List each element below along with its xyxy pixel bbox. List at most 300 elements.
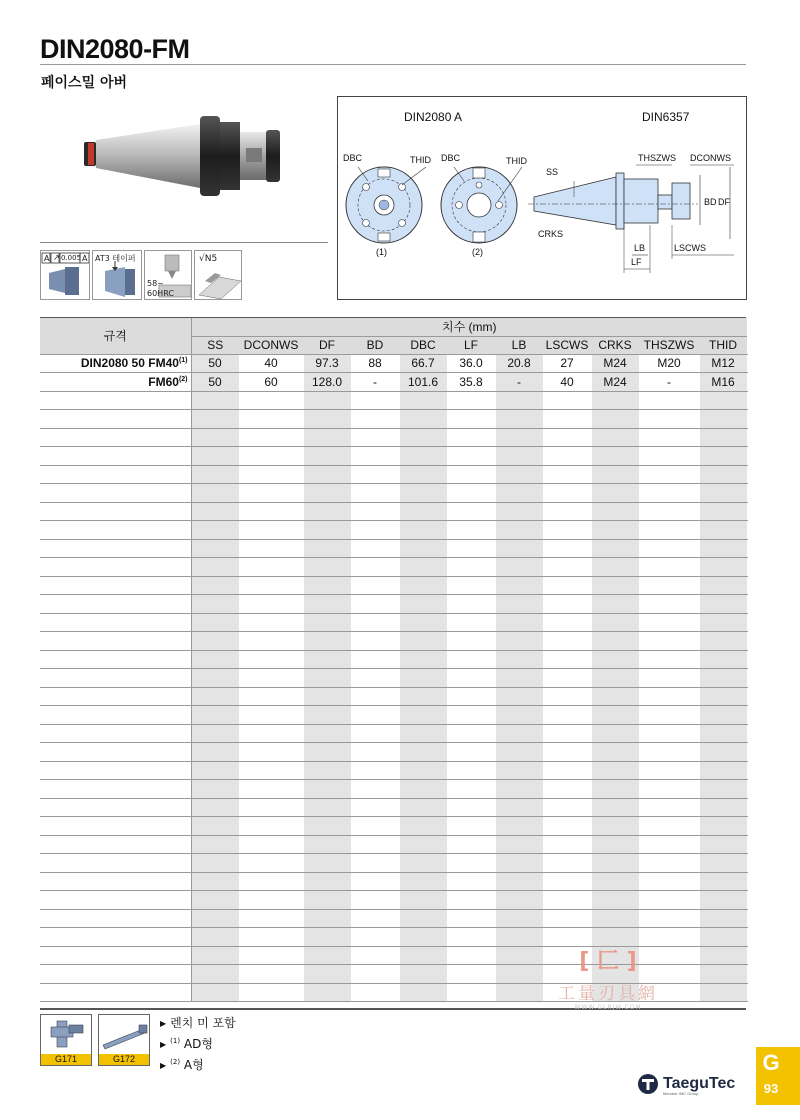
cell-lscws: 27 [543,354,591,373]
cell-lb [495,410,543,429]
cell-lb [495,706,543,725]
cell-lscws [543,761,591,780]
brand-logo [637,1069,735,1099]
cell-lf [447,761,495,780]
surface-finish-icon [194,250,242,300]
cell-ss [191,872,239,891]
cell-bd [351,650,399,669]
cell-dbc [399,780,447,799]
cell-lf [447,669,495,688]
row-model-empty [40,909,191,928]
cell-lscws [543,891,591,910]
cell-dbc: 101.6 [399,373,447,392]
cell-thid [699,817,747,836]
row-model-empty [40,724,191,743]
cell-lf [447,891,495,910]
row-model-empty [40,391,191,410]
cell-lf [447,780,495,799]
column-header: BD [351,336,399,354]
cell-dbc [399,687,447,706]
row-model-empty [40,872,191,891]
cell-bd [351,909,399,928]
cell-thszws [639,761,699,780]
cell-lf [447,724,495,743]
cell-df [303,465,351,484]
cell-dbc [399,613,447,632]
cell-lf [447,706,495,725]
watermark-text: 工量刃具網 [558,984,658,1004]
cell-thid [699,854,747,873]
column-header: DF [303,336,351,354]
cell-ss [191,595,239,614]
cell-crks [591,706,639,725]
row-model-empty [40,928,191,947]
cell-thszws: - [639,373,699,392]
cell-dconws [239,595,303,614]
column-header: CRKS [591,336,639,354]
page-number: 93 [763,1081,779,1096]
cell-lscws [543,465,591,484]
accessory-g172[interactable] [98,1014,150,1066]
cell-thid [699,706,747,725]
table-row [40,391,747,410]
cell-bd [351,743,399,762]
accessory-code: G171 [41,1054,91,1065]
cell-dconws [239,817,303,836]
cell-dbc [399,632,447,651]
row-model-empty [40,946,191,965]
cell-dbc [399,539,447,558]
cell-df [303,724,351,743]
cell-bd [351,946,399,965]
watermark-logo-icon: [ 匚 ] [579,949,637,974]
cell-lf [447,502,495,521]
cell-thid: M16 [699,373,747,392]
cell-lb [495,891,543,910]
cell-thszws [639,909,699,928]
cell-thszws [639,687,699,706]
table-row [40,817,747,836]
table-row [40,354,747,373]
cell-lb [495,576,543,595]
cell-df [303,891,351,910]
cell-lb [495,595,543,614]
cell-lb [495,539,543,558]
column-header: SS [191,336,239,354]
row-model-empty [40,854,191,873]
cell-lb [495,761,543,780]
cell-crks [591,854,639,873]
cell-thid [699,891,747,910]
cell-ss [191,706,239,725]
cell-thid [699,798,747,817]
watermark-url: WWW.GLRJW.COM [574,1004,642,1011]
cell-lb [495,743,543,762]
view2-dbc-label: DBC [441,153,461,163]
spec-header: 규격 [40,318,191,354]
cell-df [303,502,351,521]
cell-crks [591,909,639,928]
cell-thszws [639,558,699,577]
cell-df [303,965,351,984]
row-model-empty [40,410,191,429]
cell-crks [591,558,639,577]
cell-ss [191,854,239,873]
table-row [40,761,747,780]
cell-thid [699,428,747,447]
side-crks-label: CRKS [538,229,564,239]
cell-lb [495,724,543,743]
photo-divider [40,242,328,243]
cell-thid [699,909,747,928]
cell-crks [591,613,639,632]
cell-thid [699,502,747,521]
cell-thszws [639,669,699,688]
cell-dconws [239,872,303,891]
cell-crks [591,428,639,447]
cell-thszws [639,650,699,669]
cell-thid [699,946,747,965]
brand-subtitle: Member IMC Group [663,1091,699,1096]
cell-df: 97.3 [303,354,351,373]
table-row [40,650,747,669]
row-model-empty [40,447,191,466]
cell-thszws [639,780,699,799]
table-row [40,410,747,429]
cell-df [303,576,351,595]
cell-bd [351,521,399,540]
cell-lb [495,687,543,706]
cell-lf [447,650,495,669]
cell-lscws [543,817,591,836]
cell-lscws [543,872,591,891]
cell-lf [447,983,495,1002]
cell-lb [495,872,543,891]
cell-ss [191,817,239,836]
row-model-empty [40,983,191,1002]
watermark [538,944,678,1011]
cell-ss [191,447,239,466]
cell-lb [495,465,543,484]
cell-df [303,391,351,410]
cell-dconws: 60 [239,373,303,392]
cell-crks [591,798,639,817]
table-row [40,465,747,484]
cell-ss [191,576,239,595]
table-row [40,428,747,447]
cell-thid [699,558,747,577]
cell-lf [447,410,495,429]
cell-dbc [399,798,447,817]
cell-bd [351,983,399,1002]
cell-thid [699,539,747,558]
cell-dconws [239,539,303,558]
cell-thszws [639,465,699,484]
side-thszws-label: THSZWS [638,153,676,163]
column-header: THID [699,336,747,354]
cell-lf [447,817,495,836]
table-row [40,872,747,891]
cell-thszws [639,872,699,891]
cell-lscws [543,502,591,521]
cell-thid: M12 [699,354,747,373]
cell-thid [699,447,747,466]
dimension-header: 치수 (mm) [191,318,747,336]
cell-bd [351,835,399,854]
cell-lscws [543,595,591,614]
cell-thszws [639,595,699,614]
cell-crks [591,780,639,799]
cell-lscws [543,669,591,688]
cell-thid [699,576,747,595]
cell-bd: - [351,373,399,392]
row-model-empty [40,650,191,669]
cell-dconws [239,835,303,854]
row-model-empty [40,780,191,799]
cell-thszws [639,521,699,540]
cell-thid [699,761,747,780]
cell-ss [191,410,239,429]
side-bd-label: BD [704,197,717,207]
hardness-line2: 60HRC [147,289,174,298]
cell-dconws [239,946,303,965]
cell-dconws [239,983,303,1002]
view2-caption: (2) [472,247,483,257]
side-lb-label: LB [634,243,646,253]
cell-dconws [239,928,303,947]
table-row [40,854,747,873]
cell-bd [351,891,399,910]
cell-df [303,650,351,669]
cell-lscws [543,687,591,706]
cell-dconws [239,410,303,429]
cell-dconws [239,669,303,688]
cell-dconws [239,743,303,762]
cell-crks [591,410,639,429]
cell-dconws [239,798,303,817]
cell-lscws [543,558,591,577]
cell-crks [591,687,639,706]
cell-lb [495,521,543,540]
cell-crks [591,465,639,484]
cell-lscws [543,909,591,928]
cell-thid [699,632,747,651]
cell-crks [591,724,639,743]
view1-thid-label: THID [410,155,431,165]
cell-dconws [239,391,303,410]
table-row [40,706,747,725]
cell-bd [351,928,399,947]
cell-lb [495,983,543,1002]
cell-dbc [399,410,447,429]
cell-thszws [639,484,699,503]
cell-ss [191,780,239,799]
cell-dconws [239,484,303,503]
cell-lf [447,687,495,706]
row-model [40,373,191,392]
cell-crks [591,761,639,780]
cell-ss [191,743,239,762]
cell-thid [699,835,747,854]
cell-lscws [543,835,591,854]
table-row [40,724,747,743]
cell-dbc [399,817,447,836]
view2-thid-label: THID [506,156,527,166]
accessory-g171[interactable] [40,1014,92,1066]
row-model-empty [40,798,191,817]
cell-ss [191,428,239,447]
cell-dbc [399,576,447,595]
cell-lscws [543,410,591,429]
product-photo [80,102,300,212]
cell-dbc [399,724,447,743]
cell-dconws [239,613,303,632]
cell-ss [191,502,239,521]
runout-symbol-icon: ↗ [53,253,60,262]
cell-bd [351,502,399,521]
row-model-empty [40,613,191,632]
cell-thszws [639,502,699,521]
cell-lscws [543,521,591,540]
table-row [40,909,747,928]
cell-crks [591,743,639,762]
cell-df [303,632,351,651]
cell-df [303,447,351,466]
cell-lf [447,428,495,447]
row-model-empty [40,965,191,984]
cell-lf [447,909,495,928]
cell-lb [495,965,543,984]
table-row [40,613,747,632]
model-note-ref: (2) [178,375,188,383]
cell-df [303,946,351,965]
cell-crks [591,872,639,891]
finish-label: √N5 [199,254,218,264]
cell-bd [351,576,399,595]
cell-bd [351,632,399,651]
cell-thszws [639,428,699,447]
section-letter: G [762,1050,780,1075]
cell-lscws [543,576,591,595]
cell-bd: 88 [351,354,399,373]
cell-dconws [239,891,303,910]
cell-ss [191,632,239,651]
cell-df [303,539,351,558]
cell-df [303,798,351,817]
table-row [40,595,747,614]
runout-value: 0.005 [61,254,82,262]
cell-ss [191,946,239,965]
cell-df [303,484,351,503]
cell-df [303,687,351,706]
hardness-icon [144,250,192,300]
cell-lb [495,502,543,521]
cell-df [303,983,351,1002]
cell-thid [699,669,747,688]
cell-thid [699,391,747,410]
cell-dbc [399,558,447,577]
cell-ss [191,669,239,688]
cell-lb [495,854,543,873]
cell-dbc [399,650,447,669]
page-title: DIN2080-FM [40,34,190,64]
cell-dbc [399,761,447,780]
cell-dconws [239,761,303,780]
cell-ss [191,928,239,947]
cell-crks [591,835,639,854]
cell-dbc [399,521,447,540]
cell-dbc [399,983,447,1002]
table-row [40,539,747,558]
cell-ss [191,983,239,1002]
table-row [40,669,747,688]
cell-thid [699,465,747,484]
table-row [40,891,747,910]
cell-lf [447,558,495,577]
cell-lf [447,743,495,762]
cell-thid [699,521,747,540]
cell-df [303,817,351,836]
cell-ss [191,965,239,984]
cell-bd [351,391,399,410]
column-header: LSCWS [543,336,591,354]
cell-crks [591,595,639,614]
cell-bd [351,854,399,873]
cell-df [303,595,351,614]
cell-bd [351,465,399,484]
cell-dbc [399,706,447,725]
cell-df [303,521,351,540]
cell-dbc [399,502,447,521]
cell-lscws [543,632,591,651]
cell-dbc [399,909,447,928]
cell-lb [495,835,543,854]
cell-bd [351,872,399,891]
cell-lscws [543,798,591,817]
cell-bd [351,761,399,780]
cell-dconws [239,687,303,706]
cell-dconws [239,632,303,651]
cell-df [303,410,351,429]
cell-lf [447,576,495,595]
cell-thszws [639,724,699,743]
cell-lscws [543,428,591,447]
row-model-empty [40,706,191,725]
cell-dconws [239,650,303,669]
cell-crks [591,817,639,836]
cell-thszws [639,391,699,410]
cell-thid [699,724,747,743]
cell-crks [591,391,639,410]
cell-bd [351,539,399,558]
cell-lscws [543,743,591,762]
model-code: FM40 [148,356,179,371]
cell-df [303,761,351,780]
cell-lf [447,835,495,854]
cell-df [303,909,351,928]
cell-df [303,428,351,447]
table-row [40,373,747,392]
cell-lscws [543,539,591,558]
cell-crks [591,650,639,669]
cell-lf [447,798,495,817]
spec-table [40,318,748,1002]
cell-df [303,706,351,725]
cell-dconws: 40 [239,354,303,373]
cell-bd [351,613,399,632]
table-body [40,354,747,1002]
cell-dconws [239,558,303,577]
